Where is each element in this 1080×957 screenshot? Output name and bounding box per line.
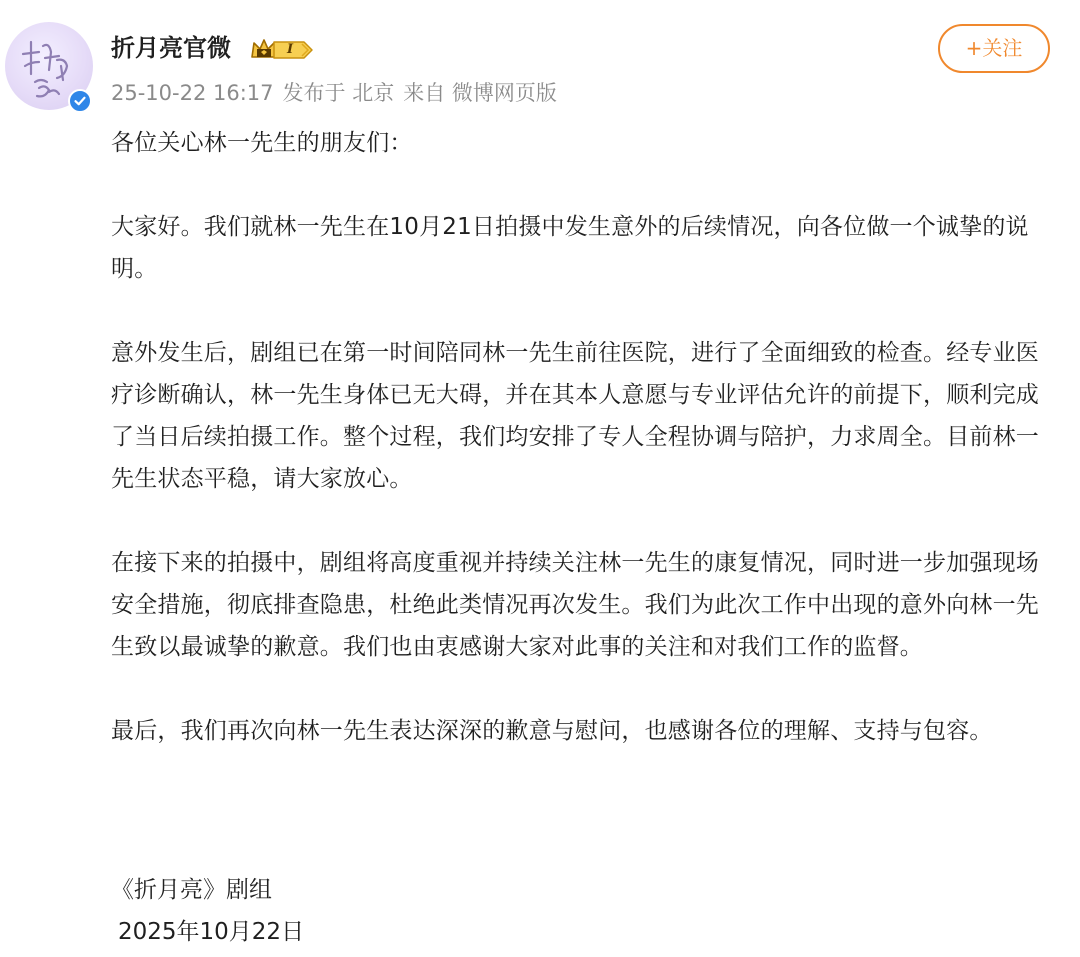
post-meta [111, 79, 557, 107]
post-paragraph: 大家好。我们就林一先生在10月21日拍摄中发生意外的后续情况，向各位做一个诚挚的说明。 [111, 214, 1029, 282]
post-source: 来自 微博网页版 [403, 81, 557, 105]
verified-badge [68, 89, 92, 113]
signature-org: 《折月亮》剧组 [111, 877, 272, 903]
level-badge-text: I [286, 42, 294, 57]
signature-date: 2025年10月22日 [118, 919, 305, 945]
post-paragraph: 意外发生后，剧组已在第一时间陪同林一先生前往医院，进行了全面细致的检查。经专业医疗诊断确认，林一先生身体已无大碍，并在其本人意愿与专业评估允许的前提下，顺利完成了当日后续拍摄工作。整个过程，我们均安排了专人全程协调与陪护，力求周全。目前林一先生状态平稳，请大家放心。 [111, 340, 1039, 492]
author-name[interactable]: 折月亮官微 [111, 34, 231, 62]
post-paragraph: 最后，我们再次向林一先生表达深深的歉意与慰问，也感谢各位的理解、支持与包容。 [111, 718, 993, 744]
follow-button[interactable]: +关注 [938, 24, 1050, 73]
post-time[interactable]: 25-10-22 16:17 [111, 81, 274, 105]
check-icon [73, 94, 87, 108]
post-body [111, 122, 1056, 752]
post-signature [111, 869, 304, 953]
post-greeting: 各位关心林一先生的朋友们： [111, 130, 413, 156]
post-location: 发布于 北京 [282, 81, 395, 105]
post-paragraph: 在接下来的拍摄中，剧组将高度重视并持续关注林一先生的康复情况，同时进一步加强现场安全措施，彻底排查隐患，杜绝此类情况再次发生。我们为此次工作中出现的意外向林一先生致以最诚挚的歉意。我们也由衷感谢大家对此事的关注和对我们工作的监督。 [111, 550, 1039, 660]
